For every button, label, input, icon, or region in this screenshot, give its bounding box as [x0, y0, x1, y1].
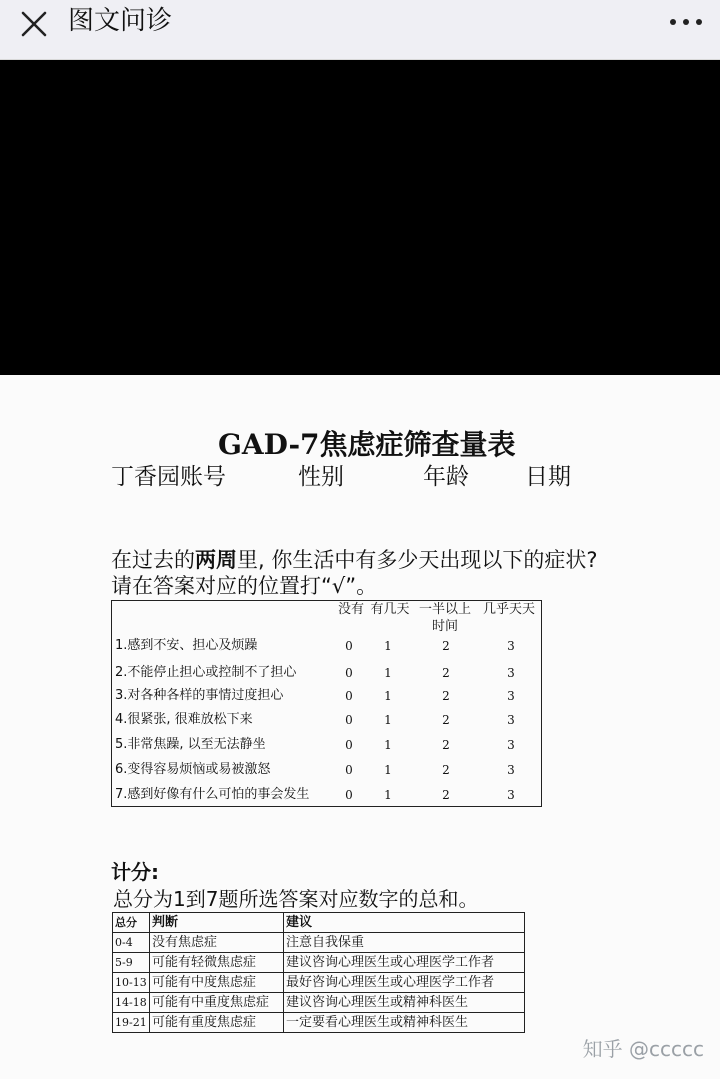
score-cell[interactable]: 0	[345, 763, 353, 777]
watermark: 知乎 @ccccc	[582, 1037, 704, 1061]
score-cell[interactable]: 1	[384, 763, 392, 777]
score-cell[interactable]: 2	[442, 713, 450, 727]
judgement: 可能有重度焦虑症	[150, 1013, 284, 1033]
question-row	[112, 784, 543, 806]
advice: 建议咨询心理医生或心理医学工作者	[284, 953, 525, 973]
score-cell[interactable]: 3	[507, 788, 515, 802]
score-range: 5-9	[113, 953, 150, 973]
score-cell[interactable]: 2	[442, 738, 450, 752]
score-cell[interactable]: 3	[507, 689, 515, 703]
column-header: 有几天	[370, 602, 410, 617]
table-row	[113, 993, 525, 1013]
question-text: 6.变得容易烦恼或易被激怒	[115, 762, 271, 777]
question-row	[112, 759, 543, 781]
score-cell[interactable]: 3	[507, 639, 515, 653]
advice: 最好咨询心理医生或心理医学工作者	[284, 973, 525, 993]
more-icon	[670, 19, 676, 25]
question-text: 7.感到好像有什么可怕的事会发生	[115, 787, 310, 802]
score-cell[interactable]: 2	[442, 788, 450, 802]
score-cell[interactable]: 2	[442, 639, 450, 653]
field-date: 日期	[525, 464, 571, 490]
score-cell[interactable]: 2	[442, 666, 450, 680]
judgement: 可能有轻微焦虑症	[150, 953, 284, 973]
question-text: 2.不能停止担心或控制不了担心	[115, 665, 297, 680]
score-cell[interactable]: 2	[442, 689, 450, 703]
field-account: 丁香园账号	[111, 464, 226, 490]
table-row	[113, 1013, 525, 1033]
close-button[interactable]	[14, 6, 54, 46]
score-cell[interactable]: 3	[507, 713, 515, 727]
score-range: 14-18	[113, 993, 150, 1013]
judgement: 没有焦虑症	[150, 933, 284, 953]
table-row	[113, 933, 525, 953]
score-cell[interactable]: 0	[345, 713, 353, 727]
question-text: 4.很紧张, 很难放松下来	[115, 712, 253, 727]
instruction-text	[111, 547, 601, 599]
header-total: 总分	[113, 913, 150, 933]
score-cell[interactable]: 3	[507, 666, 515, 680]
document-image	[0, 375, 720, 1079]
score-range: 10-13	[113, 973, 150, 993]
score-range: 19-21	[113, 1013, 150, 1033]
question-table	[111, 600, 542, 807]
question-text: 3.对各种各样的事情过度担心	[115, 688, 284, 703]
header-judgement: 判断	[150, 913, 284, 933]
score-cell[interactable]: 2	[442, 763, 450, 777]
question-text: 1.感到不安、担心及烦躁	[115, 638, 258, 653]
scoring-heading: 计分:	[111, 860, 159, 884]
question-row	[112, 662, 543, 684]
question-row	[112, 709, 543, 731]
question-text: 5.非常焦躁, 以至无法静坐	[115, 737, 266, 752]
instruction-prefix: 在过去的	[111, 548, 195, 572]
score-cell[interactable]: 3	[507, 763, 515, 777]
judgement: 可能有中重度焦虑症	[150, 993, 284, 1013]
more-icon-dot	[683, 19, 689, 25]
score-table-header	[113, 913, 525, 933]
document-title: GAD-7焦虑症筛查量表	[218, 428, 516, 461]
header-advice: 建议	[284, 913, 525, 933]
column-header: 没有	[337, 602, 364, 617]
field-age: 年龄	[423, 464, 469, 490]
score-cell[interactable]: 0	[345, 788, 353, 802]
advice: 一定要看心理医生或精神科医生	[284, 1013, 525, 1033]
score-cell[interactable]: 3	[507, 738, 515, 752]
close-icon	[14, 6, 54, 46]
column-header: 一半以上时间	[418, 602, 471, 634]
score-cell[interactable]: 1	[384, 689, 392, 703]
question-row	[112, 635, 543, 657]
score-range: 0-4	[113, 933, 150, 953]
table-row	[113, 953, 525, 973]
score-table	[112, 912, 525, 1033]
scoring-description: 总分为1到7题所选答案对应数字的总和。	[113, 887, 479, 911]
field-gender: 性别	[298, 464, 344, 490]
score-cell[interactable]: 1	[384, 639, 392, 653]
advice: 建议咨询心理医生或精神科医生	[284, 993, 525, 1013]
score-cell[interactable]: 0	[345, 666, 353, 680]
advice: 注意自我保重	[284, 933, 525, 953]
table-row	[113, 973, 525, 993]
question-row	[112, 685, 543, 707]
image-black-area	[0, 60, 720, 375]
question-row	[112, 734, 543, 756]
score-cell[interactable]: 0	[345, 639, 353, 653]
more-icon-dot	[696, 19, 702, 25]
score-cell[interactable]: 1	[384, 666, 392, 680]
score-cell[interactable]: 1	[384, 713, 392, 727]
instruction-bold: 两周	[195, 548, 237, 572]
judgement: 可能有中度焦虑症	[150, 973, 284, 993]
top-bar	[0, 0, 720, 60]
more-options-button[interactable]	[668, 12, 704, 32]
page-title: 图文问诊	[68, 6, 173, 36]
score-cell[interactable]: 0	[345, 738, 353, 752]
score-cell[interactable]: 1	[384, 738, 392, 752]
column-header: 几乎天天	[482, 602, 535, 617]
score-cell[interactable]: 1	[384, 788, 392, 802]
instruction-suffix: 里, 你生活中有多少天出现以下的症状? 请在答案对应的位置打“√”。	[111, 548, 598, 598]
score-cell[interactable]: 0	[345, 689, 353, 703]
